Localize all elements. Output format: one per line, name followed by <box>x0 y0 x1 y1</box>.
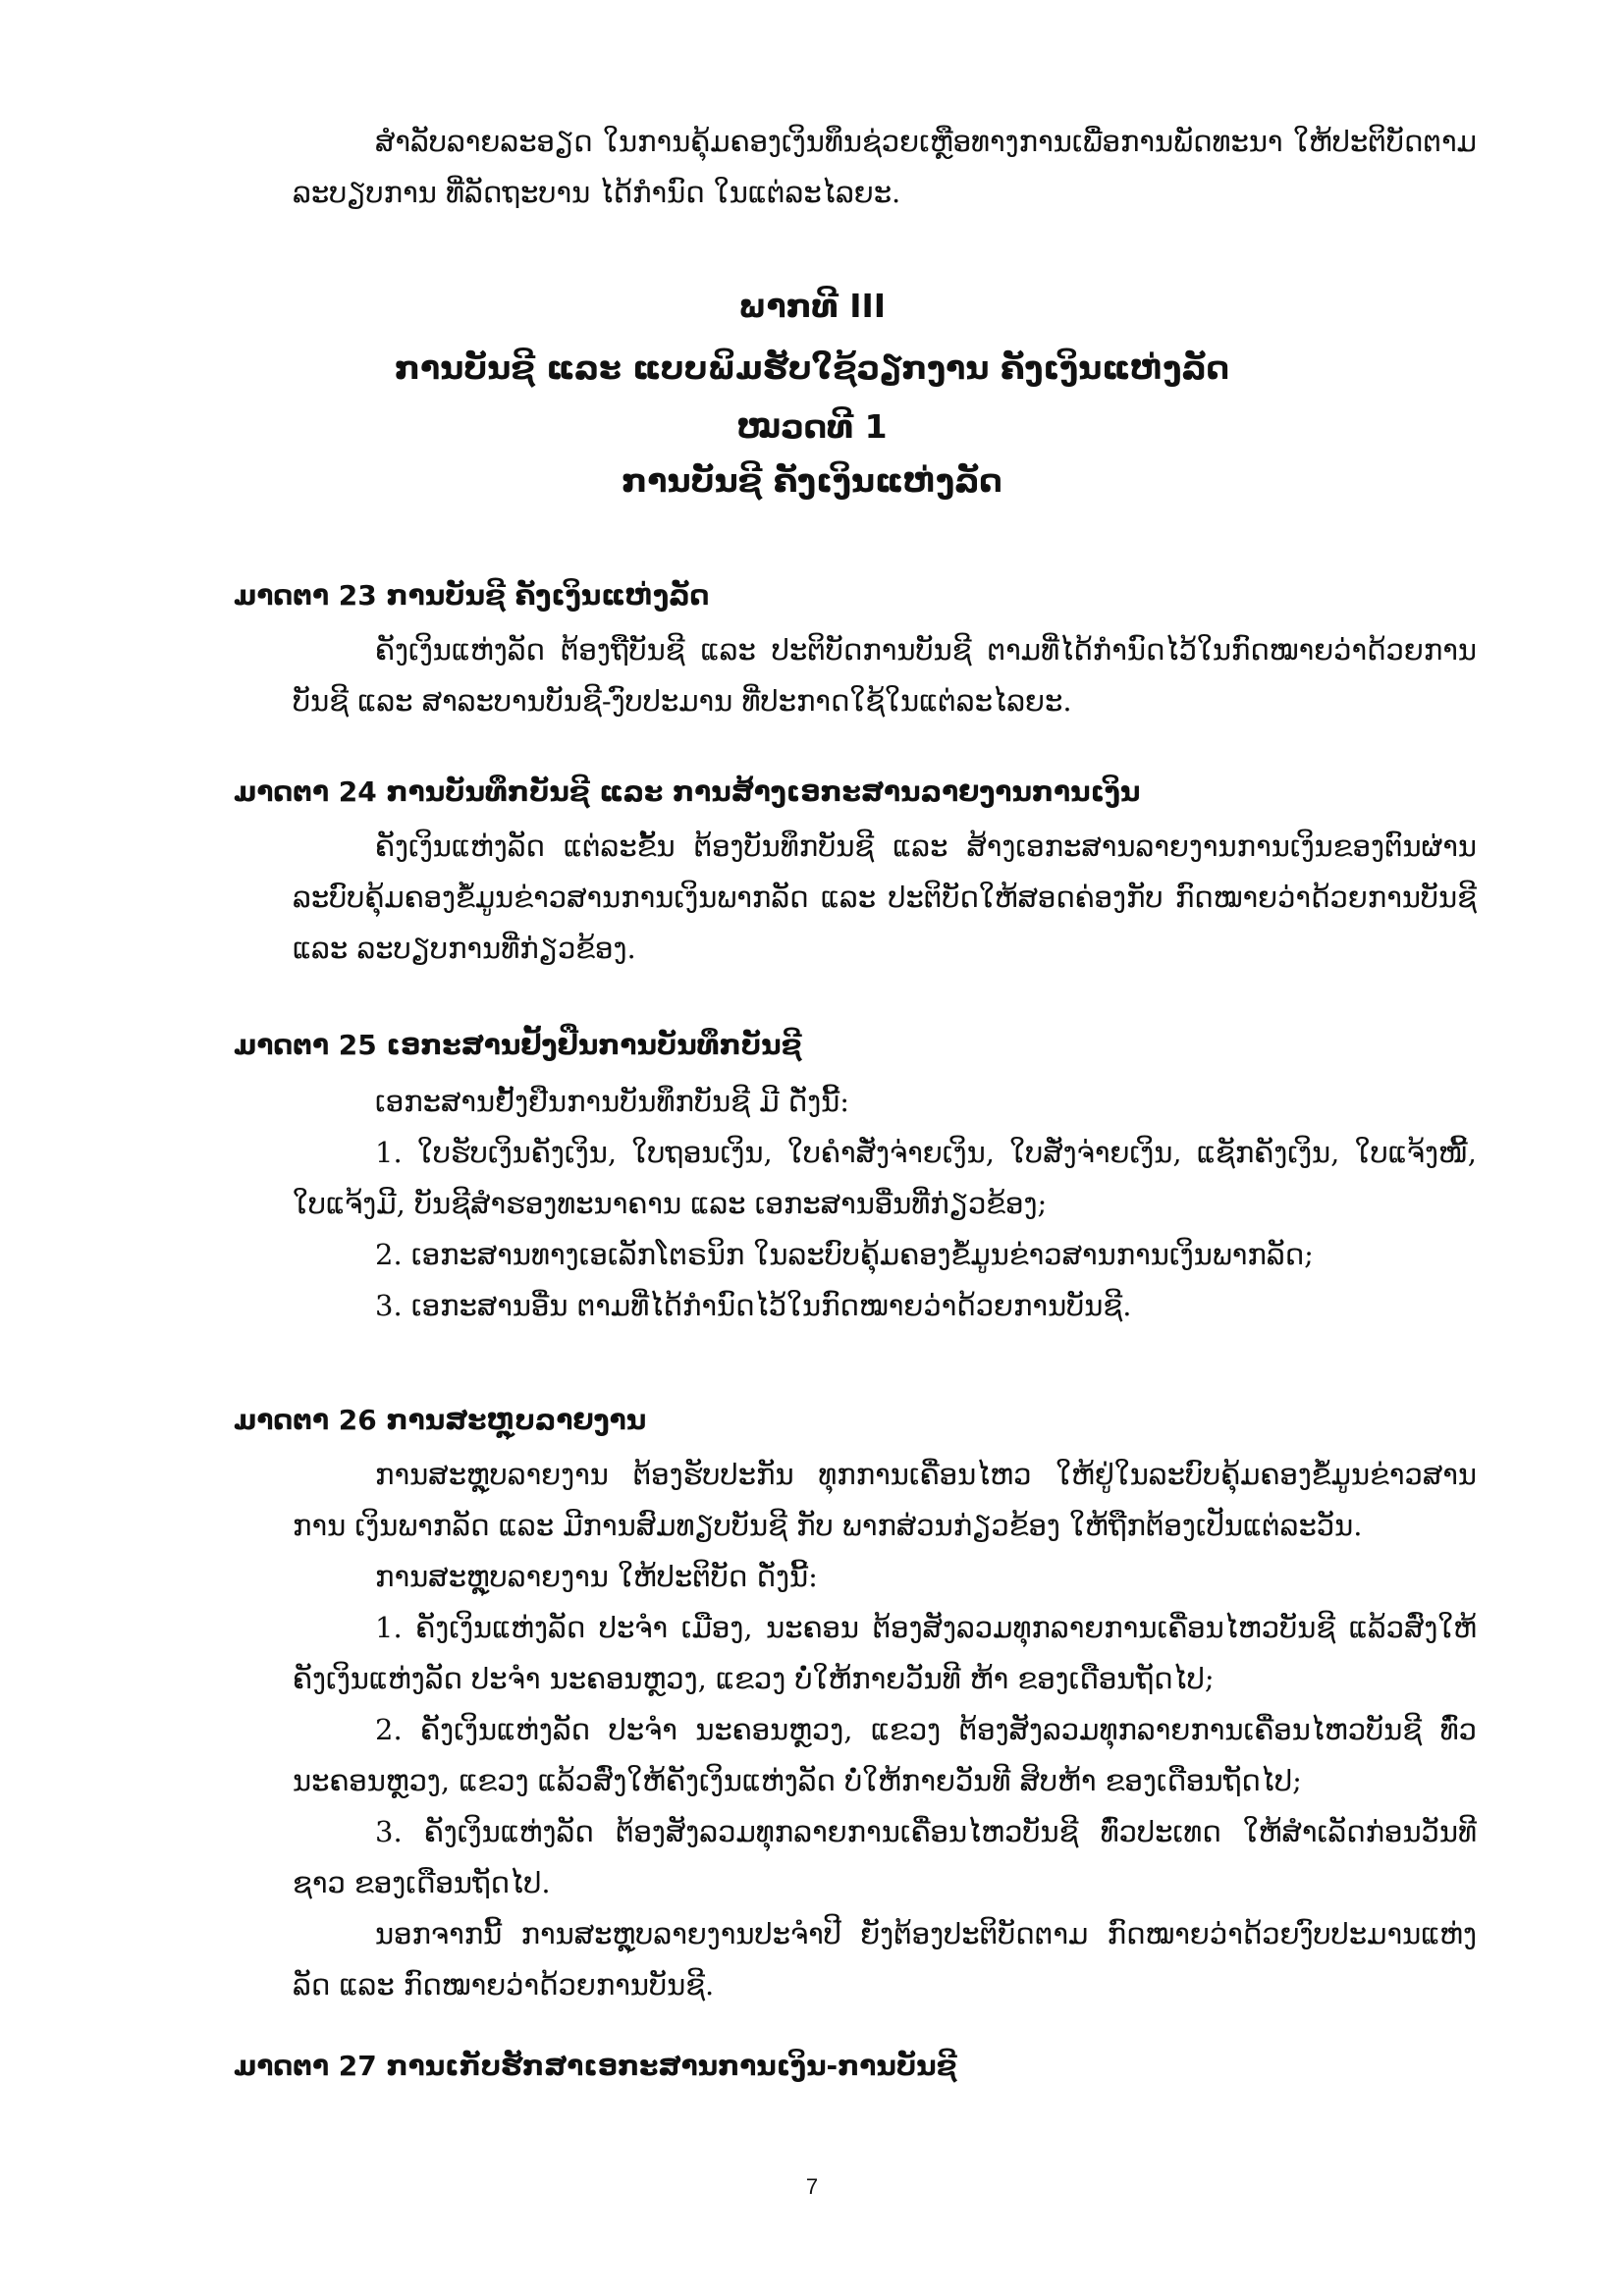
article-26-paragraph-2: ການສະຫຼຸບລາຍງານ ໃຫ້ປະຕິບັດ ດັ່ງນີ້: <box>375 1560 818 1593</box>
page-number: 7 <box>805 2174 819 2199</box>
article-26-item-2: 2. ຄັງເງິນແຫ່ງລັດ ປະຈຳ ນະຄອນຫຼວງ, ແຂວງ ຕ້ອງສັງລວມທຸກລາຍການເຄື່ອນໄຫວບັນຊີ ທົ່ວ ນະຄອນຫຼວງ, ແຂວງ ແລ້ວສົ່ງໃຫ້ຄັງເງິນແຫ່ງລັດ ບໍ່ໃຫ້ກາຍວັນທີ ສິບຫ້າ ຂອງເດືອນຖັດໄປ; <box>293 1713 1477 1797</box>
article-26-paragraph-1: ການສະຫຼຸບລາຍງານ ຕ້ອງຮັບປະກັນ ທຸກການເຄື່ອນໄຫວ ໃຫ້ຢູ່ໃນລະບົບຄຸ້ມຄອງຂໍ້ມູນຂ່າວສານການ ເງິນພາກລັດ ແລະ ມີການສົມທຽບບັນຊີ ກັບ ພາກສ່ວນກ່ຽວຂ້ອງ ໃຫ້ຖືກຕ້ອງເປັນແຕ່ລະວັນ. <box>293 1458 1477 1542</box>
article-27-title: ມາດຕາ 27 ການເກັບຮັກສາເອກະສານການເງິນ-ການບັນຊີ <box>234 2050 957 2082</box>
chapter-number: ໝວດທີ 1 <box>736 407 888 446</box>
article-25-item-3: 3. ເອກະສານອື່ນ ຕາມທີ່ໄດ້ກຳນົດໄວ້ໃນກົດໝາຍວ່າດ້ວຍການບັນຊີ. <box>375 1289 1132 1322</box>
article-24-body <box>293 821 1477 974</box>
article-24-paragraph: ຄັງເງິນແຫ່ງລັດ ແຕ່ລະຂັ້ນ ຕ້ອງບັນທຶກບັນຊີ ແລະ ສ້າງເອກະສານລາຍງານການເງິນຂອງຕົນຜ່ານ ລະບົບຄຸ້ມຄອງຂໍ້ມູນຂ່າວສານການເງິນພາກລັດ ແລະ ປະຕິບັດໃຫ້ສອດຄ່ອງກັບ ກົດໝາຍວ່າດ້ວຍການບັນຊີ ແລະ ລະບຽບການທີ່ກ່ຽວຂ້ອງ. <box>293 829 1477 965</box>
part-title: ການບັນຊີ ແລະ ແບບພິມຮັບໃຊ້ວຽກງານ ຄັງເງິນແຫ່ງລັດ <box>394 348 1230 387</box>
chapter-title: ການບັນຊີ ຄັງເງິນແຫ່ງລັດ <box>622 461 1002 500</box>
article-23-paragraph: ຄັງເງິນແຫ່ງລັດ ຕ້ອງຖືບັນຊີ ແລະ ປະຕິບັດການບັນຊີ ຕາມທີ່ໄດ້ກຳນົດໄວ້ໃນກົດໝາຍວ່າດ້ວຍການ ບັນຊີ ແລະ ສາລະບານບັນຊີ-ງົບປະມານ ທີ່ປະກາດໃຊ້ໃນແຕ່ລະໄລຍະ. <box>293 633 1477 718</box>
article-25-item-1: 1. ໃບຮັບເງິນຄັງເງິນ, ໃບຖອນເງິນ, ໃບຄຳສັ່ງຈ່າຍເງິນ, ໃບສັ່ງຈ່າຍເງິນ, ແຊັກຄັງເງິນ, ໃບແຈ້ງໜີ້, ໃບແຈ້ງມີ, ບັນຊີສຳຮອງທະນາຄານ ແລະ ເອກະສານອື່ນທີ່ກ່ຽວຂ້ອງ; <box>293 1136 1477 1220</box>
article-23-title: ມາດຕາ 23 ການບັນຊີ ຄັງເງິນແຫ່ງລັດ <box>234 579 710 612</box>
article-25-intro: ເອກະສານຢັ້ງຢືນການບັນທຶກບັນຊີ ມີ ດັ່ງນີ້: <box>375 1085 850 1118</box>
article-25-item-2: 2. ເອກະສານທາງເອເລັກໂຕຣນິກ ໃນລະບົບຄຸ້ມຄອງຂໍ້ມູນຂ່າວສານການເງິນພາກລັດ; <box>375 1238 1314 1271</box>
intro-paragraph: ສຳລັບລາຍລະອຽດ ໃນການຄຸ້ມຄອງເງິນທຶນຊ່ວຍເຫຼືອທາງການເພື່ອການພັດທະນາ ໃຫ້ປະຕິບັດຕາມ ລະບຽບການ ທີ່ລັດຖະບານ ໄດ້ກຳນົດ ໃນແຕ່ລະໄລຍະ. <box>293 125 1477 209</box>
part-number: ພາກທີ III <box>737 287 887 325</box>
article-26-item-1: 1. ຄັງເງິນແຫ່ງລັດ ປະຈຳ ເມືອງ, ນະຄອນ ຕ້ອງສັງລວມທຸກລາຍການເຄື່ອນໄຫວບັນຊີ ແລ້ວສົ່ງໃຫ້ ຄັງເງິນແຫ່ງລັດ ປະຈຳ ນະຄອນຫຼວງ, ແຂວງ ບໍ່ໃຫ້ກາຍວັນທີ ຫ້າ ຂອງເດືອນຖັດໄປ; <box>293 1611 1477 1695</box>
article-26-title: ມາດຕາ 26 ການສະຫຼຸບລາຍງານ <box>234 1404 647 1436</box>
article-26-paragraph-3: ນອກຈາກນີ້ ການສະຫຼຸບລາຍງານປະຈຳປີ ຍັງຕ້ອງປະຕິບັດຕາມ ກົດໝາຍວ່າດ້ວຍງົບປະມານແຫ່ງລັດ ແລະ ກົດໝາຍວ່າດ້ວຍການບັນຊີ. <box>293 1917 1477 2002</box>
article-24-title: ມາດຕາ 24 ການບັນທຶກບັນຊີ ແລະ ການສ້າງເອກະສານລາຍງານການເງິນ <box>234 775 1141 808</box>
article-23-body <box>293 624 1477 726</box>
intro-paragraph-block <box>293 116 1477 218</box>
article-26-body <box>293 1449 1477 2010</box>
article-25-body <box>293 1076 1477 1331</box>
article-25-title: ມາດຕາ 25 ເອກະສານຢັ້ງຢືນການບັນທຶກບັນຊີ <box>234 1029 802 1061</box>
article-26-item-3: 3. ຄັງເງິນແຫ່ງລັດ ຕ້ອງສັງລວມທຸກລາຍການເຄື່ອນໄຫວບັນຊີ ທົ່ວປະເທດ ໃຫ້ສຳເລັດກ່ອນວັນທີ ຊາວ ຂອງເດືອນຖັດໄປ. <box>293 1815 1477 1899</box>
